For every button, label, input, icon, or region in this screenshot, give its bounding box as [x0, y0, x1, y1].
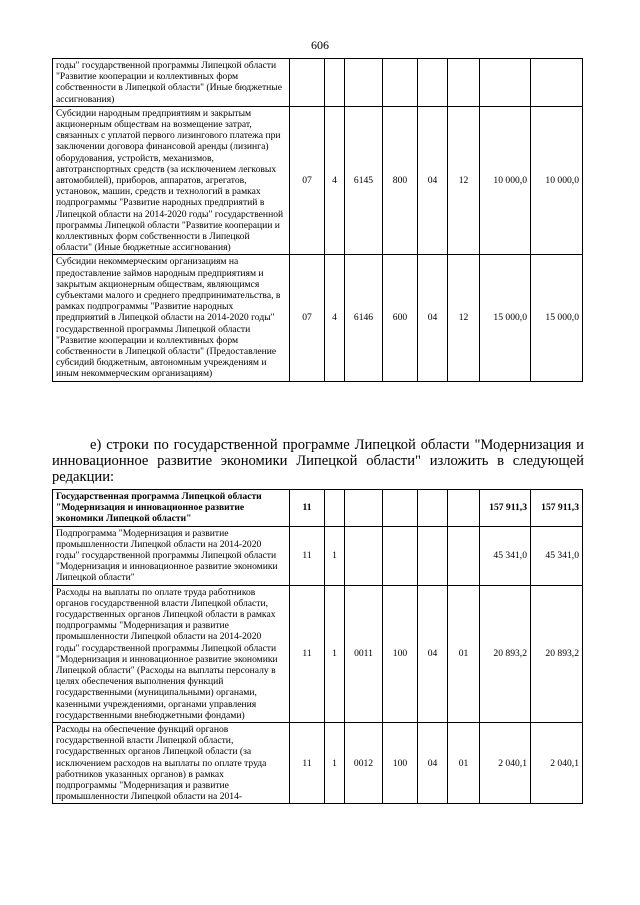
section-code: 04 — [418, 723, 448, 804]
expense-type-code: 800 — [383, 106, 418, 255]
amount-column-2: 10 000,0 — [531, 106, 583, 255]
subprogram-code: 4 — [325, 255, 345, 381]
subsection-code: 01 — [448, 723, 480, 804]
subsection-code — [448, 526, 480, 585]
table-row — [53, 526, 583, 585]
expense-type-code — [383, 59, 418, 107]
amount-column-1: 20 893,2 — [480, 585, 531, 722]
program-code: 11 — [290, 723, 325, 804]
subprogram-code: 1 — [325, 526, 345, 585]
expense-type-code: 600 — [383, 255, 418, 381]
program-code: 07 — [290, 106, 325, 255]
amount-column-1: 157 911,3 — [480, 490, 531, 527]
row-description: Расходы на обеспечение функций органов государственной власти Липецкой области, государственных органов Липецкой области (за исключением расходов на выплаты по оплате труда работников указанных органов) в рамках подпрограммы "Модернизация и развитие промышленности Липецкой области на 2014- — [53, 723, 290, 804]
expense-type-code: 100 — [383, 723, 418, 804]
row-description: годы" государственной программы Липецкой области "Развитие кооперации и коллективных форм собственности в Липецкой области" (Иные бюджетные ассигнования) — [53, 59, 290, 107]
program-code: 11 — [290, 490, 325, 527]
program-code — [290, 59, 325, 107]
section-code — [418, 59, 448, 107]
amount-column-1 — [480, 59, 531, 107]
budget-table-top-body — [53, 59, 583, 382]
row-description: Субсидии народным предприятиям и закрытым акционерным обществам на возмещение затрат, связанных с уплатой первого лизингового платежа при заключении договора финансовой аренды (лизинга) оборудования, устройств, механизмов, автотранспортных средств (за исключением легковых автомобилей), приборов, аппаратов, агрегатов, установок, машин, средств и технологий в рамках подпрограммы "Развитие народных предприятий в Липецкой области на 2014-2020 годы" государственной программы Липецкой области "Развитие кооперации и коллективных форм собственности в Липецкой области" (Иные бюджетные ассигнования) — [53, 106, 290, 255]
amount-column-1: 15 000,0 — [480, 255, 531, 381]
subprogram-code: 1 — [325, 585, 345, 722]
amount-column-2: 15 000,0 — [531, 255, 583, 381]
amount-column-2: 20 893,2 — [531, 585, 583, 722]
expense-type-code — [383, 490, 418, 527]
row-description: Расходы на выплаты по оплате труда работников органов государственной власти Липецкой области, государственных органов Липецкой области в рамках подпрограммы "Модернизация и развитие промышленности Липецкой области на 2014-2020 годы" государственной программы Липецкой области "Модернизация и инновационное развитие экономики Липецкой области" (Расходы на выплаты персоналу в целях обеспечения выполнения функций государственными (муниципальными) органами, казенными учреждениями, органами управления государственными внебюджетными фондами) — [53, 585, 290, 722]
subsection-code: 12 — [448, 106, 480, 255]
amount-column-1: 10 000,0 — [480, 106, 531, 255]
direction-code — [345, 490, 383, 527]
direction-code — [345, 59, 383, 107]
subprogram-code — [325, 490, 345, 527]
direction-code: 6145 — [345, 106, 383, 255]
direction-code: 0011 — [345, 585, 383, 722]
subprogram-code: 4 — [325, 106, 345, 255]
amount-column-2: 157 911,3 — [531, 490, 583, 527]
table-row — [53, 106, 583, 255]
subsection-code: 01 — [448, 585, 480, 722]
page-number: 606 — [311, 38, 329, 52]
subprogram-code — [325, 59, 345, 107]
direction-code: 0012 — [345, 723, 383, 804]
expense-type-code — [383, 526, 418, 585]
section-code: 04 — [418, 255, 448, 381]
table-row — [53, 723, 583, 804]
section-code — [418, 526, 448, 585]
table-row — [53, 255, 583, 381]
table-row — [53, 59, 583, 107]
subprogram-code: 1 — [325, 723, 345, 804]
section-code: 04 — [418, 585, 448, 722]
row-description: Субсидии некоммерческим организациям на предоставление займов народным предприятиям и закрытым акционерным обществам, являющимся субъектами малого и среднего предпринимательства, в рамках подпрограммы "Развитие народных предприятий в Липецкой области на 2014-2020 годы" государственной программы Липецкой области "Развитие кооперации и коллективных форм собственности в Липецкой области" (Предоставление субсидий бюджетным, автономным учреждениям и иным некоммерческим организациям) — [53, 255, 290, 381]
subsection-code: 12 — [448, 255, 480, 381]
expense-type-code: 100 — [383, 585, 418, 722]
row-description: Государственная программа Липецкой области "Модернизация и инновационное развитие экономики Липецкой области" — [53, 490, 290, 527]
program-code: 11 — [290, 585, 325, 722]
subsection-code — [448, 59, 480, 107]
amount-column-1: 45 341,0 — [480, 526, 531, 585]
direction-code: 6146 — [345, 255, 383, 381]
budget-table-top — [52, 58, 583, 382]
table-row — [53, 490, 583, 527]
budget-table-bottom — [52, 489, 583, 804]
row-description: Подпрограмма "Модернизация и развитие промышленности Липецкой области на 2014-2020 годы" государственной программы Липецкой области "Модернизация и инновационное развитие экономики Липецкой области" — [53, 526, 290, 585]
amount-column-2 — [531, 59, 583, 107]
direction-code — [345, 526, 383, 585]
amount-column-1: 2 040,1 — [480, 723, 531, 804]
section-code — [418, 490, 448, 527]
amount-column-2: 45 341,0 — [531, 526, 583, 585]
program-code: 11 — [290, 526, 325, 585]
program-code: 07 — [290, 255, 325, 381]
amendment-instruction: е) строки по государственной программе Липецкой области "Модернизация и инновационное развитие экономики Липецкой области" изложить в следующей редакции: — [52, 437, 584, 485]
budget-table-bottom-body — [53, 490, 583, 804]
section-code: 04 — [418, 106, 448, 255]
subsection-code — [448, 490, 480, 527]
table-row — [53, 585, 583, 722]
amount-column-2: 2 040,1 — [531, 723, 583, 804]
